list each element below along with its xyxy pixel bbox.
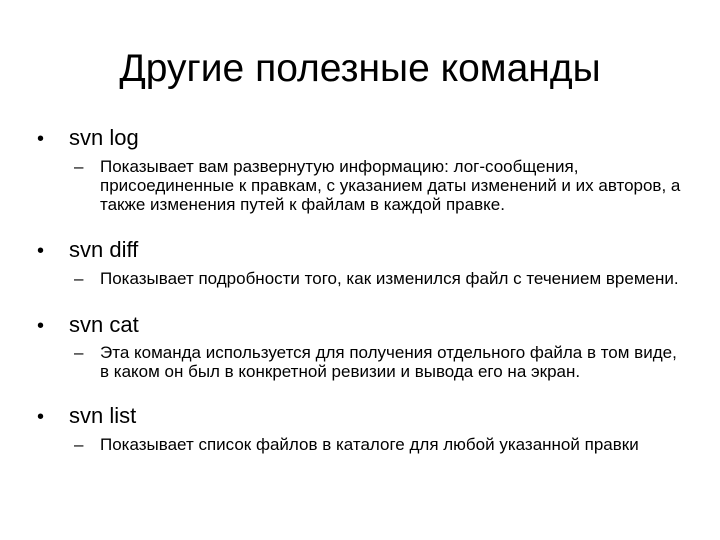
command-label: svn diff [69,237,139,262]
bullet-marker: • [37,128,45,150]
description-text: Эта команда используется для получения отдельного файла в том виде, в каком он был в конкретной ревизии и вывода его на экран. [100,343,677,381]
description-text: Показывает подробности того, как изменился файл с течением времени. [100,269,679,288]
bullet-svn-cat [37,312,139,339]
dash-marker: – [74,435,84,454]
description-svn-diff [74,269,684,288]
bullet-svn-list [37,403,136,430]
bullet-svn-diff [37,237,138,264]
description-svn-cat [74,343,684,381]
command-label: svn log [69,125,139,150]
bullet-marker: • [37,240,45,262]
bullet-svn-log [37,125,139,152]
command-label: svn list [69,403,137,428]
command-label: svn cat [69,312,139,337]
bullet-marker: • [37,315,45,337]
slide-title: Другие полезные команды [119,47,601,90]
description-text: Показывает список файлов в каталоге для любой указанной правки [100,435,639,454]
dash-marker: – [74,269,84,288]
bullet-marker: • [37,406,45,428]
dash-marker: – [74,343,84,362]
description-text: Показывает вам развернутую информацию: лог-сообщения, присоединенные к правкам, с указанием даты изменений и их авторов, а также изменения путей к файлам в каждой правке. [100,157,681,214]
dash-marker: – [74,157,84,176]
description-svn-list [74,435,684,454]
description-svn-log [74,157,684,214]
